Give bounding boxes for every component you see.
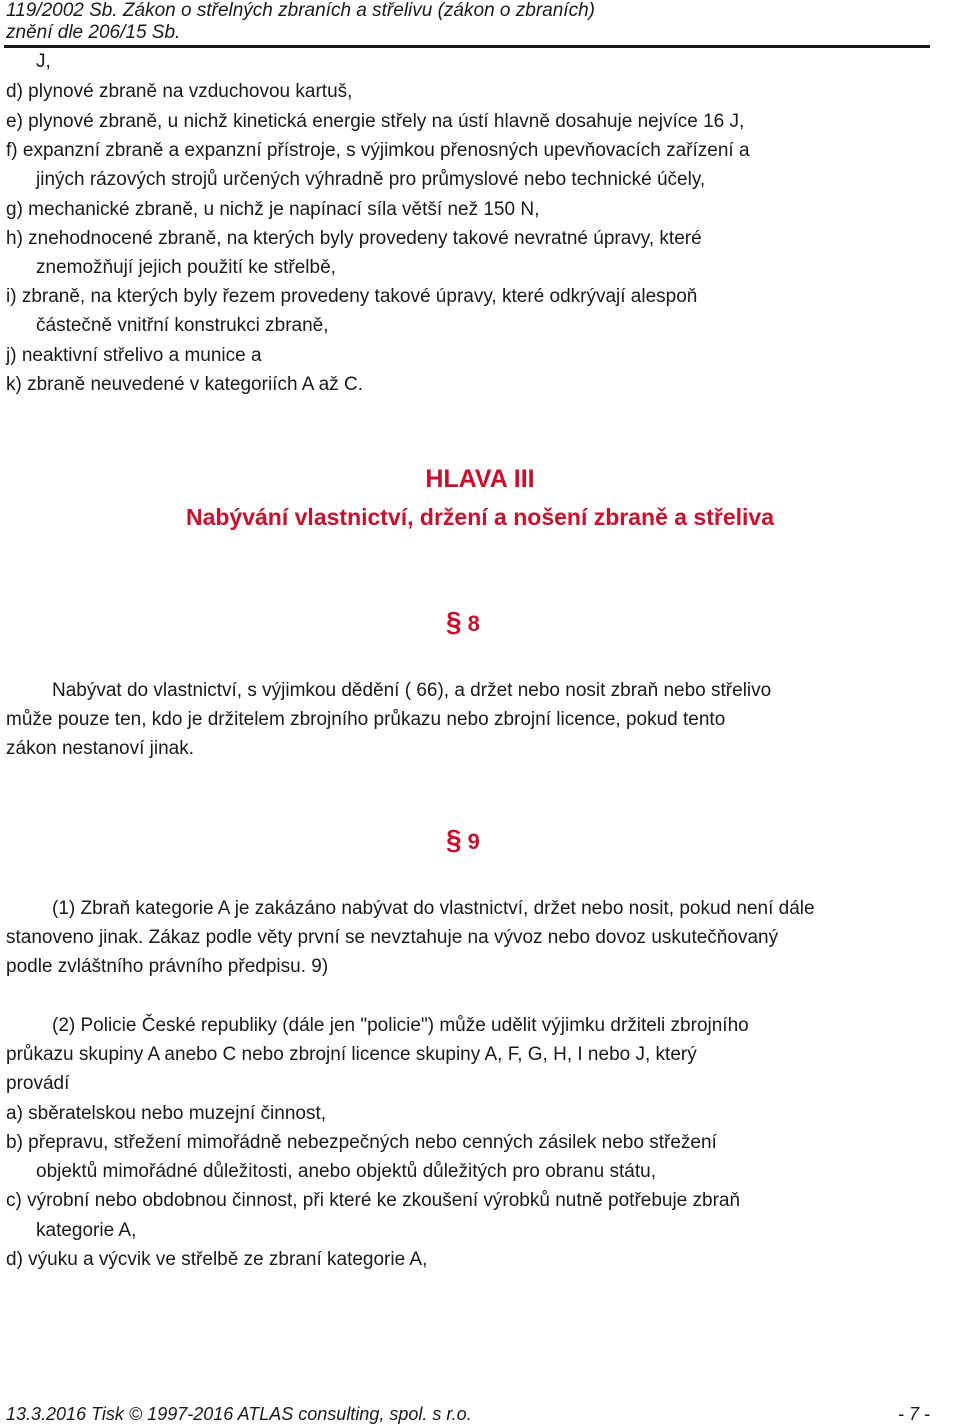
list-item: i) zbraně, na kterých byly řezem provedeny takové úpravy, které odkrývají alespoň (6, 286, 698, 307)
list-item: c) výrobní nebo obdobnou činnost, při které ke zkoušení výrobků nutně potřebuje zbraň (6, 1190, 741, 1211)
list-item: k) zbraně neuvedené v kategoriích A až C. (6, 374, 363, 395)
list-item: kategorie A, (36, 1220, 137, 1241)
header-divider (4, 45, 930, 48)
section-symbol: § (446, 606, 462, 637)
paragraph-line: zákon nestanoví jinak. (6, 738, 195, 759)
list-item: d) plynové zbraně na vzduchovou kartuš, (6, 81, 353, 102)
paragraph-line: podle zvláštního právního předpisu. 9) (6, 956, 329, 977)
chapter-title: HLAVA III (425, 465, 535, 493)
footer-copyright: 13.3.2016 Tisk © 1997-2016 ATLAS consulting, spol. s r.o. (6, 1404, 472, 1424)
list-item: b) přepravu, střežení mimořádně nebezpečných nebo cenných zásilek nebo střežení (6, 1132, 717, 1153)
list-item: j) neaktivní střelivo a munice a (6, 345, 262, 366)
chapter-subtitle: Nabývání vlastnictví, držení a nošení zbraně a střeliva (185, 504, 774, 530)
paragraph-line: průkazu skupiny A anebo C nebo zbrojní licence skupiny A, F, G, H, I nebo J, který (6, 1044, 697, 1065)
list-item: částečně vnitřní konstrukci zbraně, (36, 315, 329, 336)
section-heading-8 (446, 608, 480, 638)
list-item: objektů mimořádné důležitosti, anebo objektů důležitých pro obranu státu, (36, 1161, 656, 1182)
section-heading-9 (446, 826, 480, 856)
list-item: f) expanzní zbraně a expanzní přístroje, s výjimkou přenosných upevňovacích zařízení a (6, 140, 750, 161)
list-item: h) znehodnocené zbraně, na kterých byly provedeny takové nevratné úpravy, které (6, 228, 702, 249)
document-header-version: znění dle 206/15 Sb. (6, 22, 181, 43)
section-number: 8 (467, 611, 480, 636)
section-number: 9 (467, 829, 480, 854)
list-item: J, (36, 51, 51, 72)
list-item: d) výuku a výcvik ve střelbě ze zbraní kategorie A, (6, 1249, 428, 1270)
list-item: g) mechanické zbraně, u nichž je napínací síla větší než 150 N, (6, 199, 540, 220)
list-item: a) sběratelskou nebo muzejní činnost, (6, 1103, 327, 1124)
section-symbol: § (446, 824, 462, 855)
paragraph-line: (2) Policie České republiky (dále jen "policie") může udělit výjimku držiteli zbrojního (52, 1015, 749, 1036)
list-item: jiných rázových strojů určených výhradně pro průmyslové nebo technické účely, (36, 169, 706, 190)
document-header-title: 119/2002 Sb. Zákon o střelných zbraních a střelivu (zákon o zbraních) (6, 0, 595, 21)
list-item: e) plynové zbraně, u nichž kinetická energie střely na ústí hlavně dosahuje nejvíce 16 J, (6, 111, 745, 132)
paragraph-line: (1) Zbraň kategorie A je zakázáno nabývat do vlastnictví, držet nebo nosit, pokud není dále (52, 898, 815, 919)
list-item: znemožňují jejich použití ke střelbě, (36, 257, 336, 278)
paragraph-line: může pouze ten, kdo je držitelem zbrojního průkazu nebo zbrojní licence, pokud tento (6, 709, 726, 730)
paragraph-line: Nabývat do vlastnictví, s výjimkou dědění ( 66), a držet nebo nosit zbraň nebo střelivo (52, 680, 772, 701)
paragraph-line: stanoveno jinak. Zákaz podle věty první se nevztahuje na vývoz nebo dovoz uskutečňovaný (6, 927, 779, 948)
page-number: - 7 - (897, 1404, 930, 1424)
paragraph-line: provádí (6, 1073, 70, 1094)
